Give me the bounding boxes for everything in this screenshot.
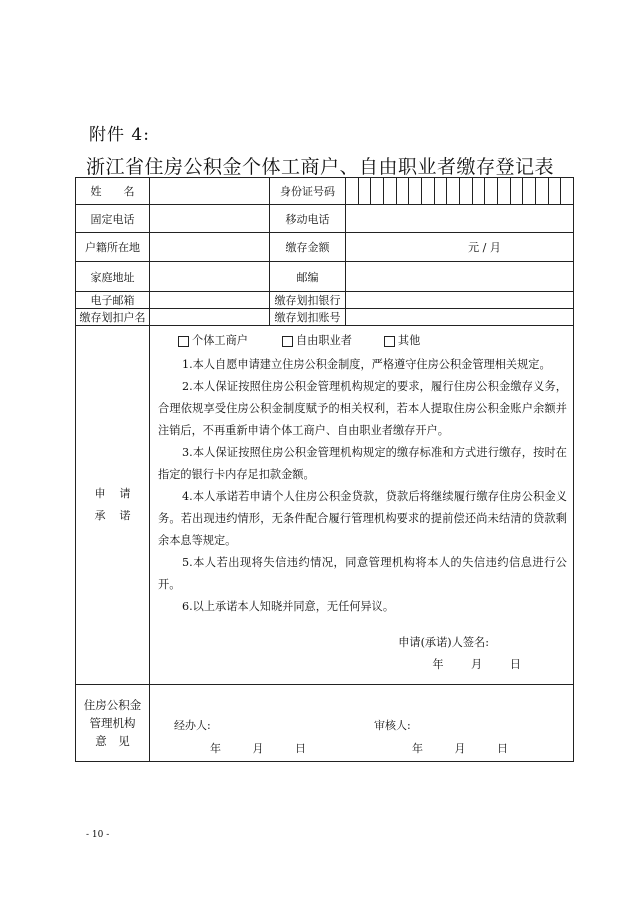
household-location-label: 户籍所在地 — [76, 233, 150, 262]
email-label: 电子邮箱 — [76, 292, 150, 309]
household-location-field[interactable] — [150, 233, 270, 262]
agency-opinion-label-line3: 意 见 — [95, 734, 130, 748]
checkbox-icon[interactable] — [384, 336, 395, 347]
mobile-label: 移动电话 — [270, 205, 346, 233]
handler-date: 年 月 日 — [210, 742, 306, 755]
home-address-label: 家庭地址 — [76, 262, 150, 292]
agency-opinion-label-line2: 管理机构 — [89, 716, 136, 730]
deposit-amount-unit: 元 / 月 — [468, 241, 501, 254]
debit-account-holder-label: 缴存划扣户名 — [76, 309, 150, 326]
debit-account-holder-field[interactable] — [150, 309, 270, 326]
applicant-sign-date: 年 月 日 — [432, 658, 521, 671]
id-number-field[interactable] — [346, 178, 574, 205]
commitment-paragraph-2: 2.本人保证按照住房公积金管理机构规定的要求，履行住房公积金缴存义务，合理依规享受住房公积金制度赋予的相关权利，若本人提取住房公积金账户余额并注销后，不再重新申请个体工商户、自由职业者缴存开户。 — [158, 380, 567, 437]
landline-field[interactable] — [150, 205, 270, 233]
commitment-label-line1: 申请 — [94, 487, 145, 500]
applicant-signature-label: 申请(承诺)人签名: — [398, 636, 489, 649]
email-field[interactable] — [150, 292, 270, 309]
reviewer-date: 年 月 日 — [412, 742, 508, 755]
debit-bank-label: 缴存划扣银行 — [270, 292, 346, 309]
mobile-field[interactable] — [346, 205, 574, 233]
checkbox-icon[interactable] — [178, 336, 189, 347]
deposit-amount-field[interactable] — [346, 233, 574, 262]
option-freelancer[interactable]: 自由职业者 — [282, 330, 352, 352]
name-label: 姓 名 — [76, 178, 150, 205]
commitment-paragraph-6: 6.以上承诺本人知晓并同意，无任何异议。 — [182, 600, 395, 613]
page-number: - 10 - — [86, 830, 110, 840]
commitment-paragraph-3: 3.本人保证按照住房公积金管理机构规定的缴存标准和方式进行缴存，按时在指定的银行卡内存足扣款金额。 — [158, 446, 567, 481]
postcode-label: 邮编 — [270, 262, 346, 292]
home-address-field[interactable] — [150, 262, 270, 292]
reviewer-label: 审核人: — [374, 719, 411, 732]
agency-opinion-label — [76, 685, 150, 762]
commitment-label-line2: 承诺 — [94, 509, 145, 522]
landline-label: 固定电话 — [76, 205, 150, 233]
attachment-label: 附件 4: — [89, 125, 150, 145]
debit-account-number-field[interactable] — [346, 309, 574, 326]
commitment-body — [150, 326, 574, 685]
commitment-paragraph-4: 4.本人承诺若申请个人住房公积金贷款，贷款后将继续履行缴存住房公积金义务。若出现违约情形，无条件配合履行管理机构要求的提前偿还尚未结清的贷款剩余本息等规定。 — [158, 490, 567, 547]
applicant-type-options — [158, 330, 567, 352]
debit-bank-field[interactable] — [346, 292, 574, 309]
option-individual-business[interactable]: 个体工商户 — [178, 330, 248, 352]
commitment-paragraph-1: 1.本人自愿申请建立住房公积金制度，严格遵守住房公积金管理相关规定。 — [182, 358, 551, 371]
registration-form-table — [75, 177, 574, 762]
form-title: 浙江省住房公积金个体工商户、自由职业者缴存登记表 — [85, 156, 554, 178]
option-other[interactable]: 其他 — [384, 330, 420, 352]
id-number-label: 身份证号码 — [270, 178, 346, 205]
commitment-paragraph-5: 5.本人若出现将失信违约情况，同意管理机构将本人的失信违约信息进行公开。 — [158, 556, 567, 591]
agency-opinion-body[interactable] — [150, 685, 574, 762]
handler-label: 经办人: — [174, 719, 211, 732]
name-field[interactable] — [150, 178, 270, 205]
agency-opinion-label-line1: 住房公积金 — [83, 698, 142, 712]
commitment-label — [76, 326, 150, 685]
debit-account-number-label: 缴存划扣账号 — [270, 309, 346, 326]
checkbox-icon[interactable] — [282, 336, 293, 347]
postcode-field[interactable] — [346, 262, 574, 292]
deposit-amount-label: 缴存金额 — [270, 233, 346, 262]
